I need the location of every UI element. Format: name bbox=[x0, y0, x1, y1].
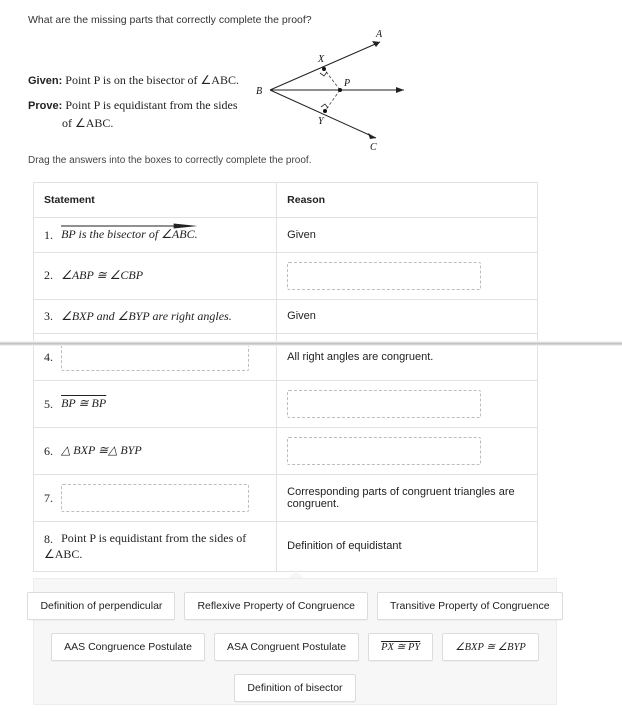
row-number-3: 3. bbox=[44, 309, 53, 324]
answer-chip-angle-bxp-congruent-byp[interactable]: ∠BXP ≅ ∠BYP bbox=[442, 633, 539, 661]
row-number-7: 7. bbox=[44, 490, 53, 505]
reason-cell-2 bbox=[277, 252, 538, 299]
reason-cell-4: All right angles are congruent. bbox=[277, 334, 538, 381]
row-number-1: 1. bbox=[44, 227, 53, 242]
statement-text-8: Point P is equidistant from the sides of ∠ABC. bbox=[44, 531, 247, 561]
geometry-figure bbox=[252, 26, 412, 151]
answer-bank-row-2 bbox=[34, 633, 556, 661]
dropzone-statement-4[interactable] bbox=[61, 343, 249, 371]
question-prompt: What are the missing parts that correctly complete the proof? bbox=[28, 14, 312, 26]
table-row bbox=[34, 252, 538, 299]
statement-cell-1 bbox=[34, 218, 277, 253]
page-seam-divider bbox=[0, 341, 622, 346]
column-header-reason: Reason bbox=[277, 183, 538, 218]
statement-text-1 bbox=[61, 227, 198, 242]
angle-bisector-diagram bbox=[252, 26, 412, 151]
ray-overbar-icon bbox=[61, 223, 198, 229]
svg-text:C: C bbox=[370, 142, 377, 151]
answer-chip-definition-of-bisector[interactable]: Definition of bisector bbox=[234, 674, 355, 702]
statement-cell-6 bbox=[34, 428, 277, 475]
given-prove-block bbox=[28, 72, 258, 133]
statement-cell-8 bbox=[34, 522, 277, 572]
answer-chip-asa-congruent-postulate[interactable]: ASA Congruent Postulate bbox=[214, 633, 359, 661]
reason-cell-6 bbox=[277, 428, 538, 475]
statement-cell-5 bbox=[34, 381, 277, 428]
answer-chip-definition-of-perpendicular[interactable]: Definition of perpendicular bbox=[27, 592, 175, 620]
answer-chip-reflexive-property[interactable]: Reflexive Property of Congruence bbox=[184, 592, 368, 620]
statement-text-5: BP ≅ BP bbox=[61, 396, 107, 411]
column-header-statement: Statement bbox=[34, 183, 277, 218]
reason-cell-1: Given bbox=[277, 218, 538, 253]
dropzone-reason-6[interactable] bbox=[287, 437, 481, 465]
table-row bbox=[34, 218, 538, 253]
svg-text:X: X bbox=[318, 54, 325, 65]
answer-bank bbox=[33, 578, 557, 705]
statement-text-3: ∠BXP and ∠BYP are right angles. bbox=[61, 308, 232, 323]
table-row bbox=[34, 428, 538, 475]
prove-label: Prove: bbox=[28, 99, 63, 112]
reason-cell-5 bbox=[277, 381, 538, 428]
row-number-5: 5. bbox=[44, 396, 53, 411]
answer-chip-px-congruent-py[interactable]: PX ≅ PY bbox=[368, 633, 433, 661]
table-row bbox=[34, 522, 538, 572]
answer-chip-aas-congruence-postulate[interactable]: AAS Congruence Postulate bbox=[51, 633, 205, 661]
row-number-4: 4. bbox=[44, 349, 53, 364]
table-row bbox=[34, 475, 538, 522]
statement-text-1-inner: BP is the bisector of ∠ABC. bbox=[61, 227, 198, 241]
reason-cell-3: Given bbox=[277, 299, 538, 334]
reason-cell-7: Corresponding parts of congruent triangles are congruent. bbox=[277, 475, 538, 522]
given-line bbox=[28, 72, 258, 90]
prove-line-2 bbox=[28, 115, 258, 133]
prove-line bbox=[28, 97, 258, 115]
svg-text:A: A bbox=[376, 29, 383, 40]
given-text: Point P is on the bisector of ∠ABC. bbox=[65, 73, 239, 87]
given-label: Given: bbox=[28, 75, 63, 87]
statement-text-2: ∠ABP ≅ ∠CBP bbox=[61, 267, 144, 282]
dropzone-reason-5[interactable] bbox=[287, 390, 481, 418]
row-number-2: 2. bbox=[44, 268, 53, 283]
statement-text-6: △ BXP ≅△ BYP bbox=[61, 443, 142, 458]
table-header-row bbox=[34, 183, 538, 218]
answer-bank-row-3 bbox=[34, 674, 556, 702]
statement-cell-7 bbox=[34, 475, 277, 522]
prove-text-2: of ∠ABC. bbox=[62, 115, 114, 130]
prove-text: Point P is equidistant from the sides bbox=[65, 97, 238, 112]
svg-text:Y: Y bbox=[318, 116, 324, 127]
dropzone-reason-2[interactable] bbox=[287, 262, 481, 290]
table-row bbox=[34, 381, 538, 428]
svg-text:P: P bbox=[344, 78, 351, 89]
drag-instruction: Drag the answers into the boxes to correctly complete the proof. bbox=[28, 155, 312, 166]
statement-cell-2 bbox=[34, 252, 277, 299]
dropzone-statement-7[interactable] bbox=[61, 484, 249, 512]
statement-cell-3 bbox=[34, 299, 277, 334]
row-number-8: 8. bbox=[44, 531, 53, 546]
proof-table bbox=[33, 182, 538, 572]
answer-chip-transitive-property[interactable]: Transitive Property of Congruence bbox=[377, 592, 563, 620]
svg-text:B: B bbox=[256, 86, 263, 97]
row-number-6: 6. bbox=[44, 443, 53, 458]
answer-bank-row-1 bbox=[34, 592, 556, 620]
reason-cell-8: Definition of equidistant bbox=[277, 522, 538, 572]
table-row bbox=[34, 299, 538, 334]
